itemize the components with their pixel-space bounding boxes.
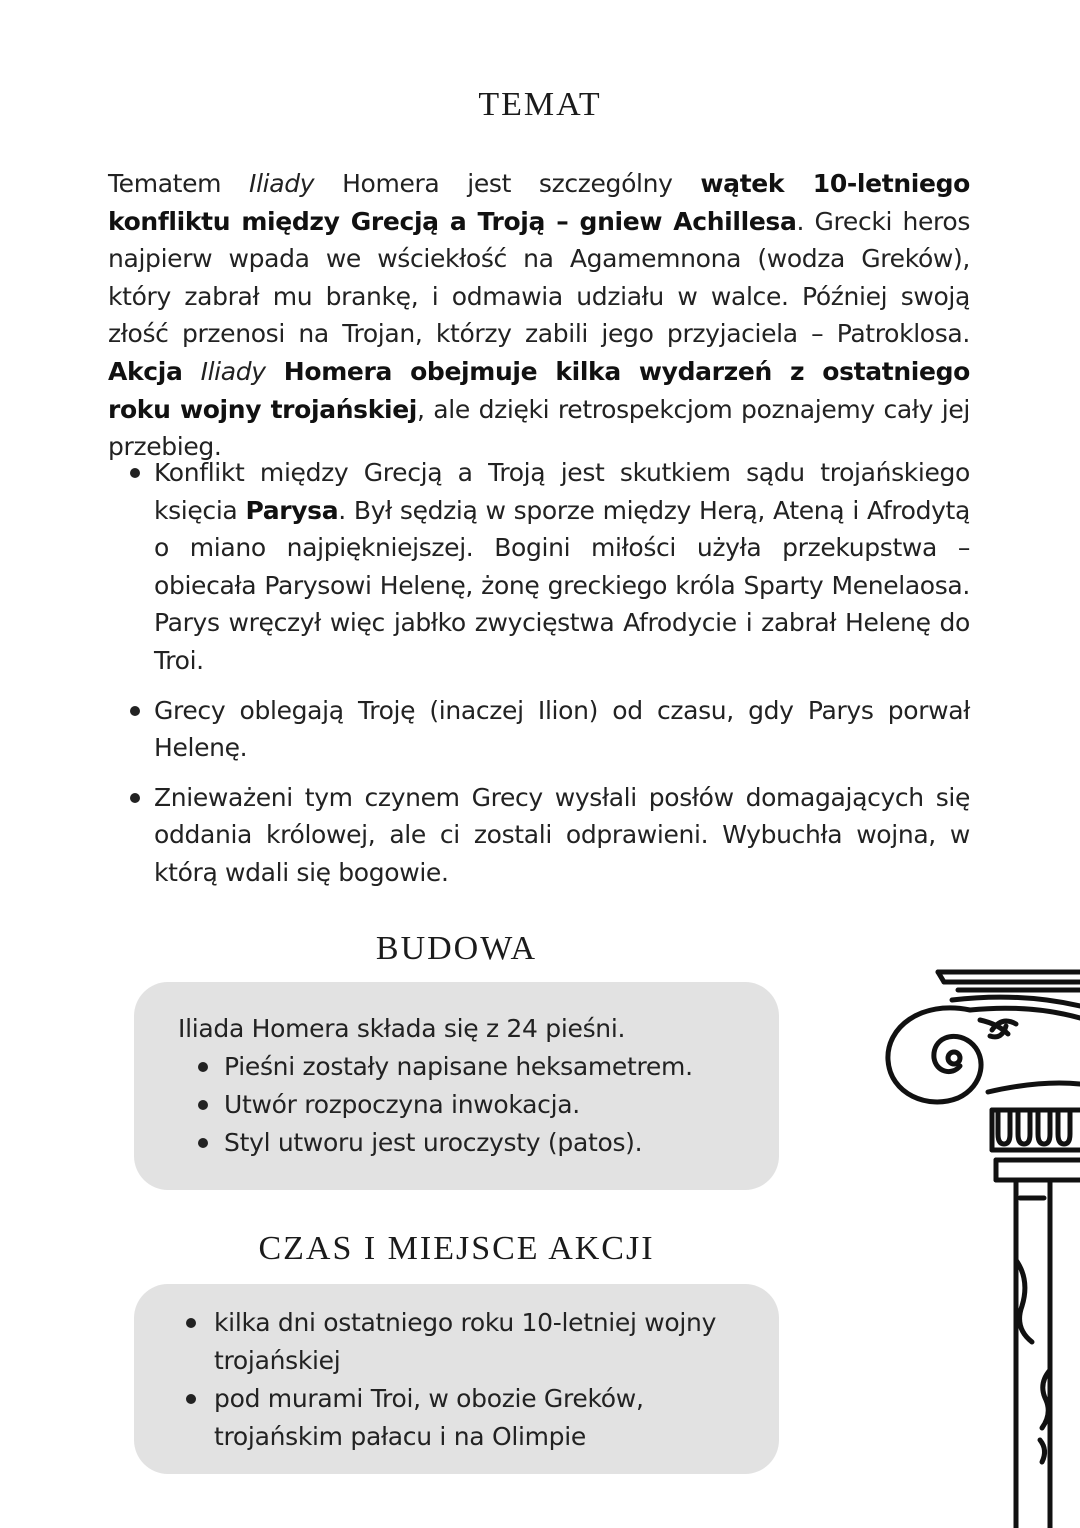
temat-bullet-list — [108, 454, 970, 904]
bold-text: Akcja — [108, 356, 201, 386]
text-run: Tematem — [108, 169, 250, 198]
temat-heading: TEMAT — [478, 86, 602, 123]
list-item — [108, 692, 970, 767]
bullet-icon — [130, 793, 140, 803]
italic-text: Iliady — [200, 356, 266, 386]
text-run: , ale dzięki retrospekcjom poznajemy cały jej przebieg. — [108, 394, 970, 462]
ionic-column-icon — [880, 960, 1080, 1528]
czas-box — [134, 1284, 779, 1474]
text-run: Grecy oblegają Troję (inaczej Ilion) od czasu, gdy Parys porwał Helenę. — [154, 695, 970, 763]
list-item: kilka dni ostatniego roku 10-letniej wojny trojańskiej — [178, 1304, 739, 1380]
text-run: . Grecki heros najpierw wpada we wściekłość na Agamemnona (wodza Greków), który zabrał mu brankę, i odmawia udziału w walce. Później swoją złość przenosi na Trojan, którzy zabili jego przyjaciela – Patroklosa. — [108, 206, 970, 349]
bullet-icon — [198, 1138, 208, 1148]
budowa-box — [134, 982, 779, 1190]
list-item — [108, 779, 970, 892]
intro-paragraph — [108, 165, 970, 466]
bullet-icon — [130, 468, 140, 478]
budowa-list — [178, 1048, 739, 1162]
bold-text: wątek 10-letniego konfliktu między Grecją a Troją – gniew Achillesa — [108, 169, 970, 236]
text-run: Konflikt między Grecją a Troją jest skutkiem sądu trojańskiego księcia — [154, 458, 970, 525]
list-item: pod murami Troi, w obozie Greków, trojańskim pałacu i na Olimpie — [178, 1380, 739, 1456]
bullet-icon — [130, 706, 140, 716]
bold-text: Homera obejmuje kilka wydarzeń z ostatniego roku wojny trojańskiej — [108, 356, 970, 424]
budowa-heading: BUDOWA — [375, 930, 538, 967]
text-run: Homera jest szczególny — [314, 169, 701, 198]
list-item: Styl utworu jest uroczysty (patos). — [178, 1124, 739, 1162]
text-run: Znieważeni tym czynem Grecy wysłali posłów domagających się oddania królowej, ale ci zostali odprawieni. Wybuchła wojna, w którą wdali się bogowie. — [154, 782, 970, 887]
text-run: . Był sędzią w sporze między Herą, Ateną i Afrodytą o miano najpiękniejszej. Bogini miłości użyła przekupstwa – obiecała Parysowi Helenę, żonę greckiego króla Sparty Menelaosa. Parys wręczył więc jabłko zwycięstwa Afrodycie i zabrał Helenę do Troi. — [154, 495, 970, 675]
bullet-icon — [186, 1318, 196, 1328]
list-item — [108, 454, 970, 680]
bullet-icon — [198, 1062, 208, 1072]
bullet-icon — [186, 1394, 196, 1404]
italic-text: Iliady — [249, 169, 315, 198]
bullet-icon — [198, 1100, 208, 1110]
list-item: Pieśni zostały napisane heksametrem. — [178, 1048, 739, 1086]
budowa-lead: Iliada Homera składa się z 24 pieśni. — [178, 1014, 626, 1043]
czas-list — [178, 1304, 739, 1456]
czas-heading: CZAS I MIEJSCE AKCJI — [258, 1230, 655, 1267]
list-item: Utwór rozpoczyna inwokacja. — [178, 1086, 739, 1124]
bold-text: Parysa — [245, 495, 339, 525]
